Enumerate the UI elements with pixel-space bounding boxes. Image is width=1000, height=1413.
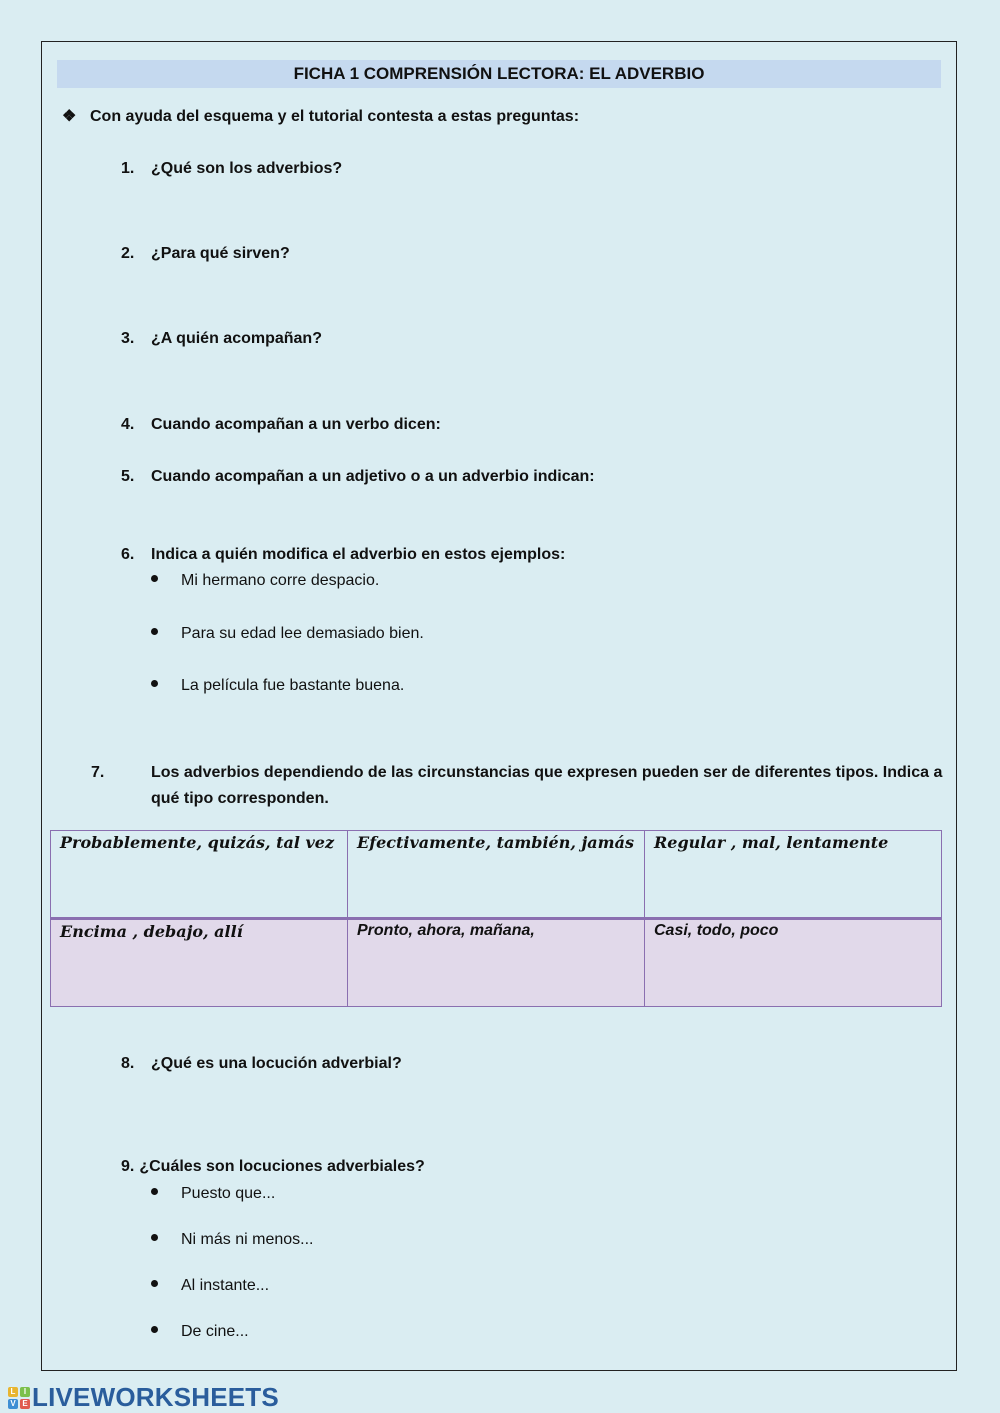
logo-icon: L I V E — [8, 1387, 30, 1409]
item-text: Al instante... — [181, 1277, 270, 1294]
question-number: 3. — [121, 330, 135, 347]
q6-example — [151, 675, 404, 697]
bullet-dot-icon — [151, 628, 158, 635]
liveworksheets-logo[interactable] — [8, 1382, 279, 1413]
bullet-dot-icon — [151, 575, 158, 582]
q6-example — [151, 623, 424, 645]
table-row — [51, 919, 942, 1007]
instructions — [62, 106, 579, 126]
table-cell[interactable]: Probablemente, quizás, tal vez — [51, 831, 348, 919]
question-number: 9. — [121, 1158, 135, 1175]
question-3 — [121, 326, 322, 352]
bullet-dot-icon — [151, 1188, 158, 1195]
table-cell[interactable]: Efectivamente, también, jamás — [348, 831, 645, 919]
bullet-dot-icon — [151, 1234, 158, 1241]
question-text: ¿Qué es una locución adverbial? — [151, 1055, 402, 1072]
example-text: La película fue bastante buena. — [181, 677, 405, 694]
question-6 — [121, 542, 565, 568]
question-text: Cuando acompañan a un adjetivo o a un adverbio indican: — [151, 468, 595, 485]
table-cell[interactable]: Casi, todo, poco — [645, 919, 942, 1007]
example-text: Para su edad lee demasiado bien. — [181, 625, 424, 642]
table-cell[interactable]: Encima , debajo, allí — [51, 919, 348, 1007]
item-text: De cine... — [181, 1323, 249, 1340]
q6-example — [151, 570, 379, 592]
q9-item — [151, 1183, 275, 1205]
question-text: ¿Para qué sirven? — [151, 245, 290, 262]
question-8 — [121, 1051, 402, 1077]
question-4 — [121, 412, 441, 438]
table-row — [51, 831, 942, 919]
question-text: ¿A quién acompañan? — [151, 330, 322, 347]
bullet-dot-icon — [151, 1326, 158, 1333]
question-2 — [121, 241, 290, 267]
item-text: Ni más ni menos... — [181, 1231, 314, 1248]
table-cell[interactable]: Regular , mal, lentamente — [645, 831, 942, 919]
question-7 — [91, 760, 971, 812]
table-cell[interactable]: Pronto, ahora, mañana, — [348, 919, 645, 1007]
item-text: Puesto que... — [181, 1185, 276, 1202]
question-number: 8. — [121, 1055, 135, 1072]
question-text: Indica a quién modifica el adverbio en estos ejemplos: — [151, 546, 566, 563]
page-title: FICHA 1 COMPRENSIÓN LECTORA: EL ADVERBIO — [57, 60, 941, 88]
q9-item — [151, 1321, 249, 1343]
question-number: 7. — [91, 764, 105, 781]
bullet-dot-icon — [151, 1280, 158, 1287]
question-number: 6. — [121, 546, 135, 563]
question-text: Cuando acompañan a un verbo dicen: — [151, 416, 441, 433]
question-number: 2. — [121, 245, 135, 262]
instructions-text: Con ayuda del esquema y el tutorial contesta a estas preguntas: — [90, 108, 580, 125]
q9-item — [151, 1275, 269, 1297]
diamond-bullet-icon: ❖ — [62, 108, 77, 125]
example-text: Mi hermano corre despacio. — [181, 572, 380, 589]
question-text: ¿Qué son los adverbios? — [151, 160, 343, 177]
question-5 — [121, 464, 595, 490]
brand-name: LIVEWORKSHEETS — [32, 1382, 279, 1412]
question-number: 1. — [121, 160, 135, 177]
question-text: Los adverbios dependiendo de las circunstancias que expresen pueden ser de diferentes tipos. Indica a qué tipo corresponden. — [151, 764, 943, 807]
question-9 — [121, 1154, 425, 1180]
bullet-dot-icon — [151, 680, 158, 687]
question-number: 4. — [121, 416, 135, 433]
question-text: ¿Cuáles son locuciones adverbiales? — [139, 1158, 425, 1175]
question-1 — [121, 156, 342, 182]
adverb-types-table — [50, 830, 942, 1007]
q9-item — [151, 1229, 313, 1251]
question-number: 5. — [121, 468, 135, 485]
